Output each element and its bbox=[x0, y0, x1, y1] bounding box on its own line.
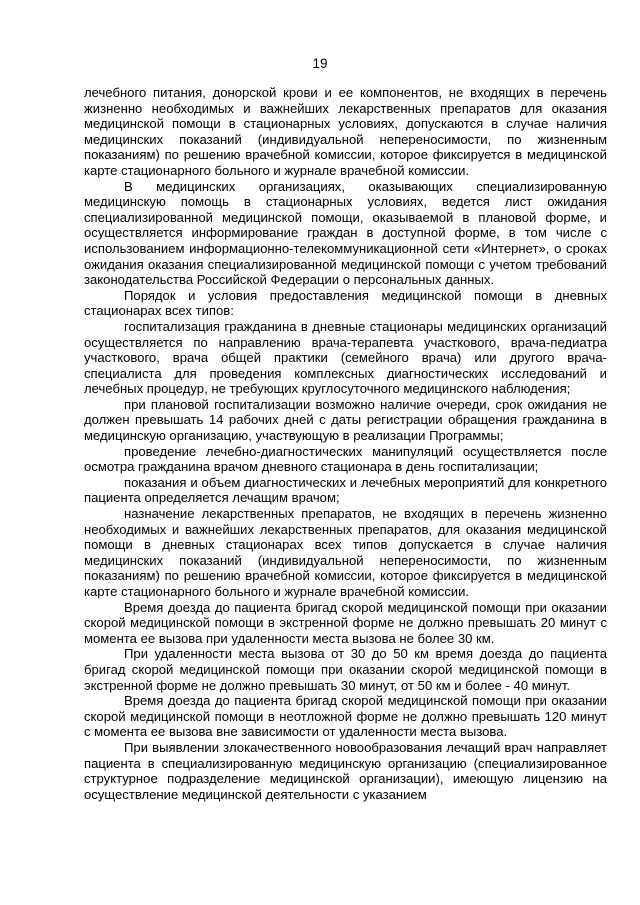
paragraph: При выявлении злокачественного новообразования лечащий врач направляет пациента в специализированную медицинскую организацию (специализированное структурное подразделение медицинской организации), имеющую лицензию на осуществление медицинской деятельности с указанием bbox=[84, 739, 607, 802]
paragraph: Порядок и условия предоставления медицинской помощи в дневных стационарах всех типов: bbox=[84, 287, 607, 319]
document-body bbox=[84, 85, 607, 802]
paragraph: проведение лечебно-диагностических манипуляций осуществляется после осмотра гражданина врачом дневного стационара в день госпитализации; bbox=[84, 443, 607, 475]
paragraph: Время доезда до пациента бригад скорой медицинской помощи при оказании скорой медицинской помощи в экстренной форме не должно превышать 20 минут с момента ее вызова при удаленности места вызова не более 30 км. bbox=[84, 599, 607, 646]
paragraph: показания и объем диагностических и лечебных мероприятий для конкретного пациента определяется лечащим врачом; bbox=[84, 474, 607, 506]
paragraph: Время доезда до пациента бригад скорой медицинской помощи при оказании скорой медицинской помощи в неотложной форме не должно превышать 120 минут с момента ее вызова вне зависимости от удаленности места вызова. bbox=[84, 693, 607, 740]
paragraph: При удаленности места вызова от 30 до 50 км время доезда до пациента бригад скорой медицинской помощи при оказании скорой медицинской помощи в экстренной форме не должно превышать 30 минут, от 50 км и более - 40 минут. bbox=[84, 646, 607, 693]
paragraph: назначение лекарственных препаратов, не входящих в перечень жизненно необходимых и важнейших лекарственных препаратов, для оказания медицинской помощи в дневных стационарах всех типов допускается в случае наличия медицинских показаний (индивидуальной непереносимости, по жизненным показаниям) по решению врачебной комиссии, которое фиксируется в медицинской карте стационарного больного и журнале врачебной комиссии. bbox=[84, 506, 607, 599]
page-number: 19 bbox=[312, 56, 328, 71]
paragraph-continued: лечебного питания, донорской крови и ее компонентов, не входящих в перечень жизненно необходимых и важнейших лекарственных препаратов для оказания медицинской помощи в стационарных условиях, допускаются в случае наличия медицинских показаний (индивидуальной непереносимости, по жизненным показаниям) по решению врачебной комиссии, которое фиксируется в медицинской карте стационарного больного и журнале врачебной комиссии. bbox=[84, 85, 607, 178]
paragraph: госпитализация гражданина в дневные стационары медицинских организаций осуществляется по направлению врача-терапевта участкового, врача-педиатра участкового, врача общей практики (семейного врача) или другого врача-специалиста для проведения комплексных диагностических исследований и лечебных процедур, не требующих круглосуточного медицинского наблюдения; bbox=[84, 318, 607, 397]
paragraph: при плановой госпитализации возможно наличие очереди, срок ожидания не должен превышать 14 рабочих дней с даты регистрации обращения гражданина в медицинскую организацию, участвующую в реализации Программы; bbox=[84, 396, 607, 444]
paragraph: В медицинских организациях, оказывающих специализированную медицинскую помощь в стационарных условиях, ведется лист ожидания специализированной медицинской помощи, оказываемой в плановой форме, и осуществляется информирование граждан в доступной форме, в том числе с использованием информационно-телекоммуникационной сети «Интернет», о сроках ожидания оказания специализированной медицинской помощи с учетом требований законодательства Российской Федерации о персональных данных. bbox=[84, 178, 607, 288]
